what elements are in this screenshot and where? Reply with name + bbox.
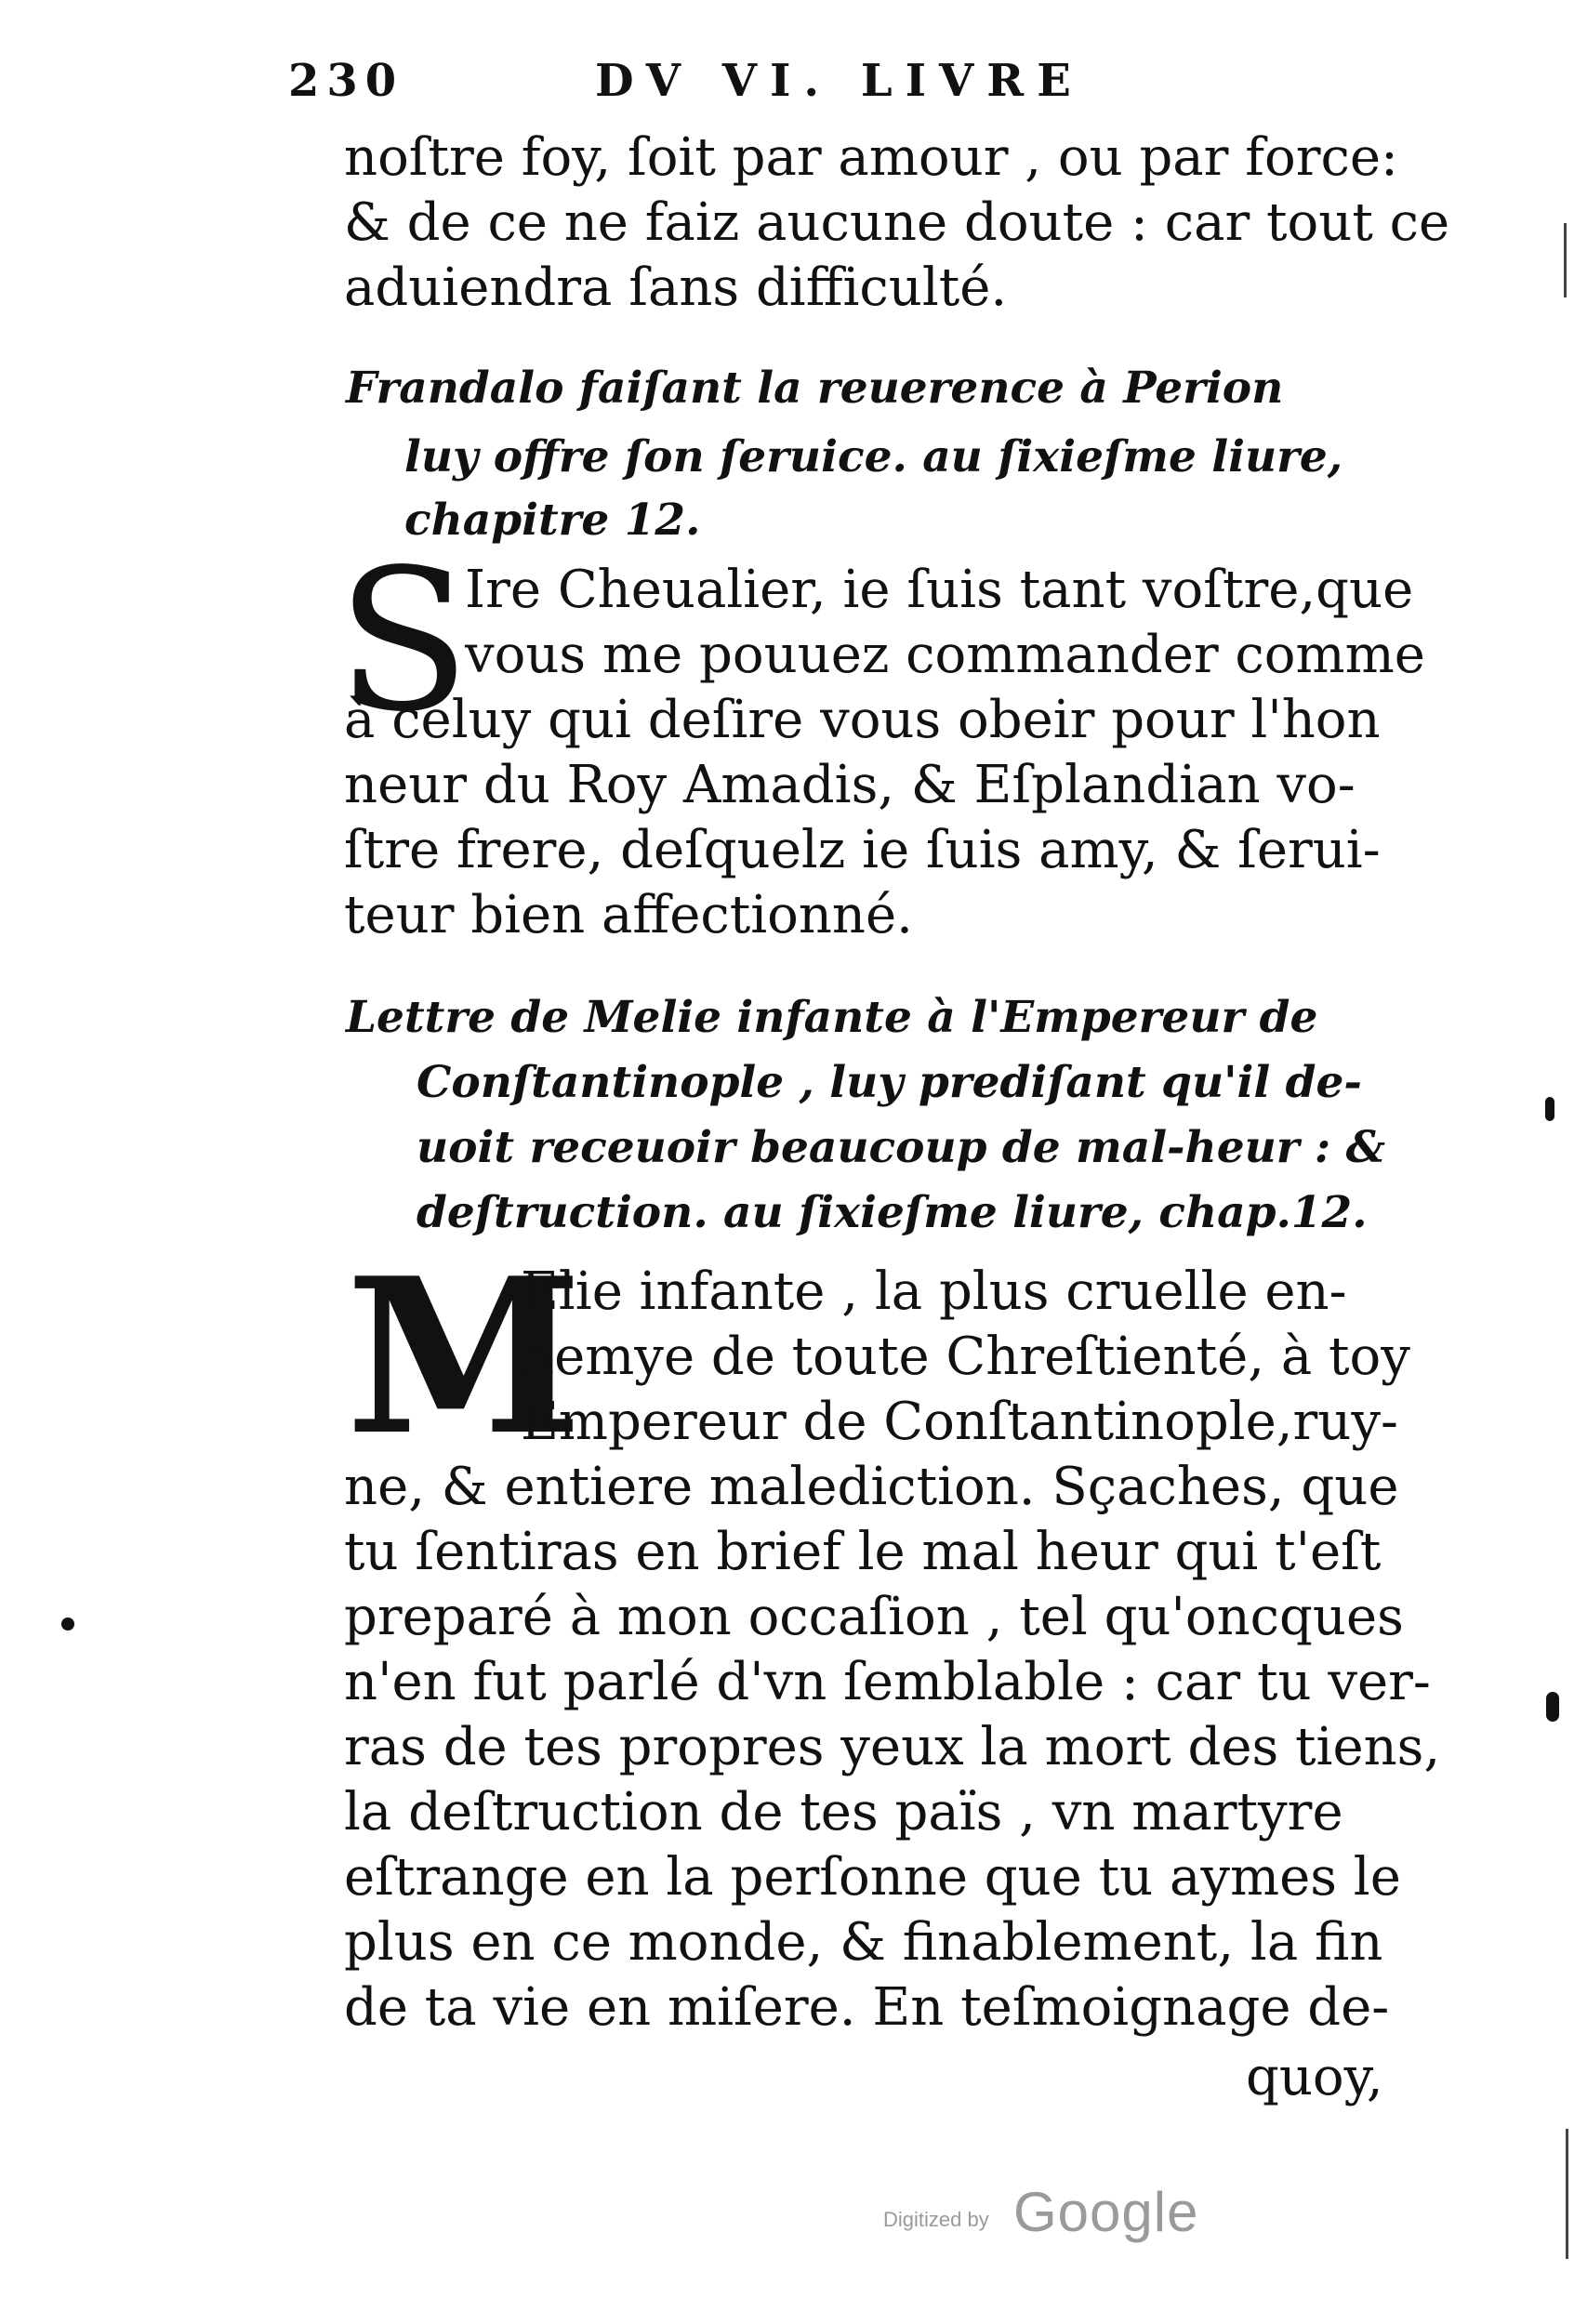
- text-line: Ire Cheualier, ie ſuis tant voſtre,que: [465, 560, 1414, 620]
- catchword: quoy,: [1246, 2047, 1383, 2107]
- scan-speck: [1546, 1692, 1559, 1722]
- page-edge-mark: [1566, 2129, 1568, 2259]
- text-line: & de ce ne faiz aucune doute : car tout ce: [344, 192, 1450, 253]
- text-line: neur du Roy Amadis, & Eſplandian vo-: [344, 755, 1356, 815]
- digitization-watermark: [883, 2180, 1274, 2245]
- rubric-line: luy offre ſon ſeruice. au ſixieſme liure,: [404, 431, 1343, 482]
- text-line: plus en ce monde, & finablement, la fin: [344, 1912, 1383, 1973]
- rubric-line: Conſtantinople , luy prediſant qu'il de-: [417, 1057, 1362, 1108]
- text-line: teur bien affectionné.: [344, 885, 913, 945]
- text-line: ne, & entiere malediction. Sçaches, que: [344, 1457, 1399, 1517]
- watermark-prefix: Digitized by: [883, 2208, 989, 2231]
- text-line: aduiendra ſans difficulté.: [344, 257, 1008, 318]
- rubric-line: deſtruction. au ſixieſme liure, chap.12.: [417, 1187, 1368, 1238]
- drop-cap: M: [346, 1232, 583, 1483]
- page-number: 230: [288, 55, 404, 107]
- text-line: ras de tes propres yeux la mort des tiens,: [344, 1717, 1441, 1777]
- text-line: Elie infante , la plus cruelle en-: [521, 1261, 1347, 1322]
- text-line: nemye de toute Chreſtienté, à toy: [521, 1327, 1410, 1387]
- text-line: la deſtruction de tes païs , vn martyre: [344, 1782, 1343, 1842]
- scan-speck: [61, 1618, 74, 1631]
- text-line: eſtrange en la perſonne que tu aymes le: [344, 1847, 1401, 1908]
- scan-speck: [1545, 1097, 1554, 1121]
- rubric-line: Lettre de Melie infante à l'Empereur de: [346, 992, 1318, 1043]
- page-header: [288, 48, 1218, 113]
- text-line: à celuy qui deſire vous obeir pour l'hon: [344, 690, 1381, 750]
- drop-cap: S: [337, 527, 470, 755]
- text-line: Empereur de Conſtantinople,ruy-: [521, 1392, 1398, 1452]
- running-title: DV VI. LIVRE: [595, 55, 1084, 107]
- text-line: preparé à mon occaſion , tel qu'oncques: [344, 1587, 1404, 1647]
- text-line: tu ſentiras en brief le mal heur qui t'eſt: [344, 1522, 1382, 1582]
- text-line: ſtre frere, deſquelz ie ſuis amy, & ſerui-: [344, 820, 1381, 880]
- rubric-line: uoit receuoir beaucoup de mal-heur : &: [417, 1122, 1386, 1173]
- text-line: de ta vie en miſere. En teſmoignage de-: [344, 1977, 1390, 2038]
- text-line: vous me pouuez commander comme: [465, 625, 1425, 685]
- page-edge-mark: [1564, 223, 1567, 297]
- rubric-line: chapitre 12.: [404, 495, 701, 546]
- text-line: noſtre foy, ſoit par amour , ou par force:: [344, 127, 1398, 188]
- text-line: n'en fut parlé d'vn ſemblable : car tu ver-: [344, 1652, 1431, 1712]
- rubric-line: Frandalo faiſant la reuerence à Perion: [346, 363, 1284, 414]
- google-logo: Google: [1013, 2181, 1199, 2243]
